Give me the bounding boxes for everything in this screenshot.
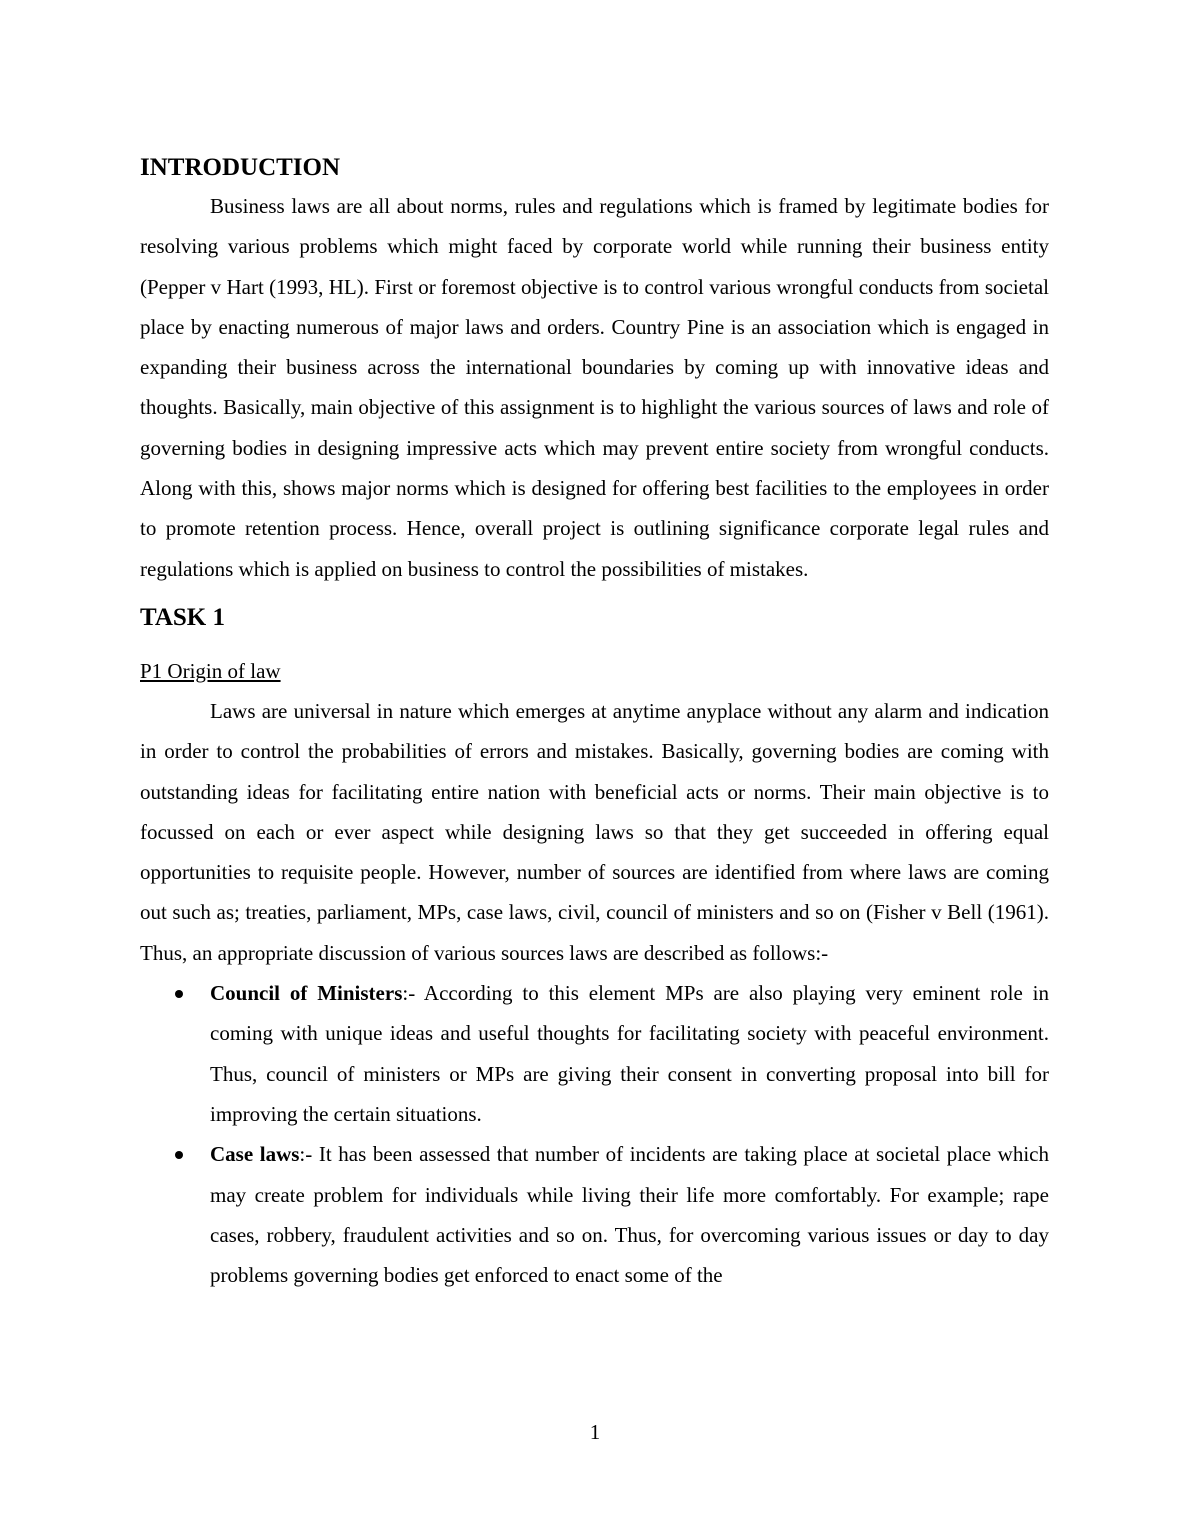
bullet-icon xyxy=(175,1151,183,1159)
sources-of-law-list xyxy=(140,973,1049,1295)
bullet-icon xyxy=(175,990,183,998)
list-item-term: Case laws xyxy=(210,1142,300,1167)
list-item-council-of-ministers xyxy=(140,973,1049,1134)
list-item-case-laws xyxy=(140,1134,1049,1295)
origin-of-law-subheading: P1 Origin of law xyxy=(140,658,281,683)
origin-of-law-paragraph: Laws are universal in nature which emerges at anytime anyplace without any alarm and indication in order to control the probabilities of errors and mistakes. Basically, governing bodies are coming with outstanding ideas for facilitating entire nation with beneficial acts or norms. Their main objective is to focussed on each or ever aspect while designing laws so that they get succeeded in offering equal opportunities to requisite people. However, number of sources are identified from where laws are coming out such as; treaties, parliament, MPs, case laws, civil, council of ministers and so on (Fisher v Bell (1961). Thus, an appropriate discussion of various sources laws are described as follows:- xyxy=(140,698,1049,965)
introduction-paragraph: Business laws are all about norms, rules and regulations which is framed by legitimate bodies for resolving various problems which might faced by corporate world while running their business entity (Pepper v Hart (1993, HL). First or foremost objective is to control various wrongful conducts from societal place by enacting numerous of major laws and orders. Country Pine is an association which is engaged in expanding their business across the international boundaries by coming up with innovative ideas and thoughts. Basically, main objective of this assignment is to highlight the various sources of laws and role of governing bodies in designing impressive acts which may prevent entire society from wrongful conducts. Along with this, shows major norms which is designed for offering best facilities to the employees in order to promote retention process. Hence, overall project is outlining significance corporate legal rules and regulations which is applied on business to control the possibilities of mistakes. xyxy=(140,194,1049,581)
task-1-heading: TASK 1 xyxy=(140,603,225,631)
introduction-heading: INTRODUCTION xyxy=(140,154,341,181)
page-number: 1 xyxy=(589,1420,601,1444)
list-item-text: :- It has been assessed that number of incidents are taking place at societal place which may create problem for individuals while living their life more comfortably. For example; rape cases, robbery, fraudulent activities and so on. Thus, for overcoming various issues or day to day problems governing bodies get enforced to enact some of the xyxy=(210,1142,1049,1288)
list-item-term: Council of Ministers xyxy=(210,981,403,1006)
list-item-text: :- According to this element MPs are also playing very eminent role in coming with unique ideas and useful thoughts for facilitating society with peaceful environment. Thus, council of ministers or MPs are giving their consent in converting proposal into bill for improving the certain situations. xyxy=(210,981,1049,1126)
page-content xyxy=(140,150,1049,1295)
